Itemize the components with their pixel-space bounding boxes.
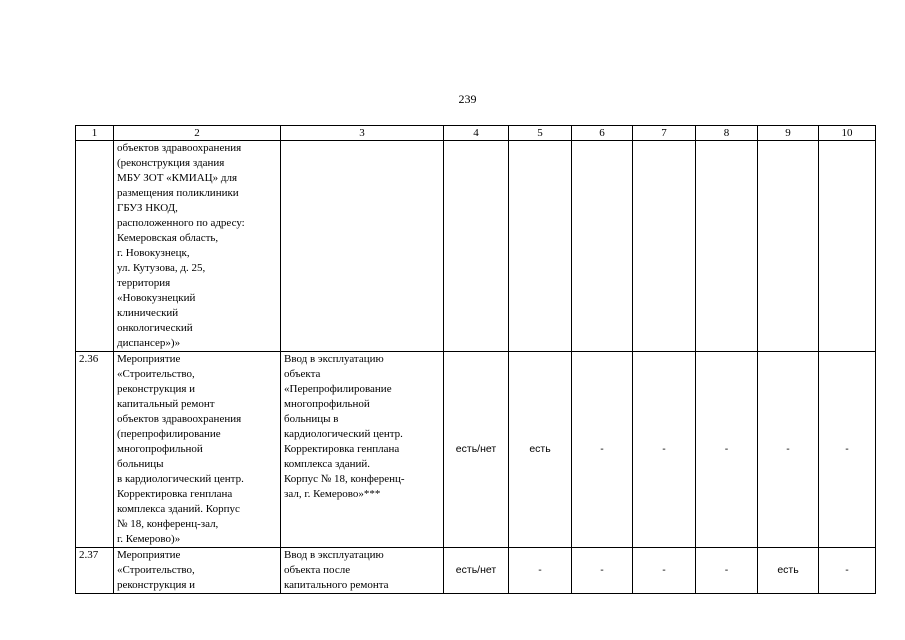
- indicator-cell: Ввод в эксплуатацию объекта после капитального ремонта: [281, 548, 444, 594]
- value-cell-6: [572, 141, 633, 352]
- value-cell-10: [819, 141, 876, 352]
- value-cell-5: -: [509, 548, 572, 594]
- indicators-table: [75, 125, 876, 594]
- table-row: [76, 352, 876, 548]
- measure-cell: Мероприятие «Строительство, реконструкция и: [114, 548, 281, 594]
- page-number: 239: [458, 92, 477, 106]
- column-header-9: 9: [758, 126, 819, 141]
- indicator-cell: Ввод в эксплуатацию объекта «Перепрофилирование многопрофильной больницы в кардиологический центр. Корректировка генплана комплекса зданий. Корпус № 18, конференц- зал, г. Кемерово»***: [281, 352, 444, 548]
- column-header-7: 7: [633, 126, 696, 141]
- value-cell-5: [509, 141, 572, 352]
- measure-cell: Мероприятие «Строительство, реконструкция и капитальный ремонт объектов здравоохранения (перепрофилирование многопрофильной больницы в кардиологический центр. Корректировка генплана комплекса зданий. Корпус № 18, конференц-зал, г. Кемерово)»: [114, 352, 281, 548]
- value-cell-7: [633, 141, 696, 352]
- value-cell-4: есть/нет: [444, 352, 509, 548]
- value-cell-4: [444, 141, 509, 352]
- value-cell-8: -: [696, 352, 758, 548]
- value-cell-9: [758, 141, 819, 352]
- value-cell-8: [696, 141, 758, 352]
- measure-cell: объектов здравоохранения (реконструкция здания МБУ ЗОТ «КМИАЦ» для размещения поликлиники ГБУЗ НКОД, расположенного по адресу: Кемеровская область, г. Новокузнецк, ул. Кутузова, д. 25, территория «Новокузнецкий клинический онкологический диспансер»)»: [114, 141, 281, 352]
- table-row: [76, 548, 876, 594]
- column-header-5: 5: [509, 126, 572, 141]
- value-cell-5: есть: [509, 352, 572, 548]
- indicator-cell: [281, 141, 444, 352]
- column-header-3: 3: [281, 126, 444, 141]
- row-number: 2.36: [76, 352, 114, 548]
- value-cell-6: -: [572, 352, 633, 548]
- value-cell-4: есть/нет: [444, 548, 509, 594]
- value-cell-7: -: [633, 352, 696, 548]
- column-header-4: 4: [444, 126, 509, 141]
- value-cell-10: -: [819, 548, 876, 594]
- column-header-6: 6: [572, 126, 633, 141]
- value-cell-9: -: [758, 352, 819, 548]
- value-cell-7: -: [633, 548, 696, 594]
- header-row: [76, 126, 876, 141]
- column-header-1: 1: [76, 126, 114, 141]
- column-header-8: 8: [696, 126, 758, 141]
- value-cell-8: -: [696, 548, 758, 594]
- value-cell-9: есть: [758, 548, 819, 594]
- column-header-10: 10: [819, 126, 876, 141]
- value-cell-10: -: [819, 352, 876, 548]
- column-header-2: 2: [114, 126, 281, 141]
- value-cell-6: -: [572, 548, 633, 594]
- row-number: 2.37: [76, 548, 114, 594]
- table-row: [76, 141, 876, 352]
- row-number: [76, 141, 114, 352]
